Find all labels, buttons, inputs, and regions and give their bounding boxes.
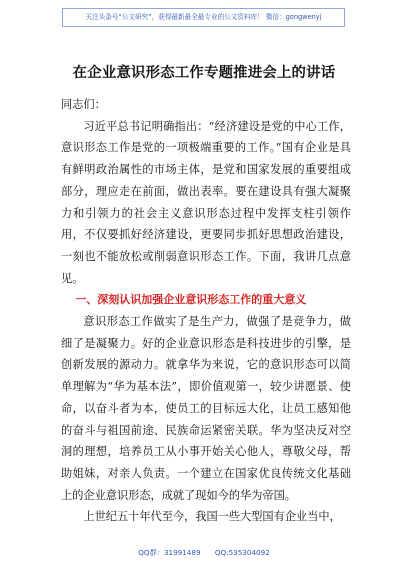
footer-contact: [0, 548, 408, 558]
footer-qq: QQ:535304092: [214, 548, 270, 557]
paragraph-intro: 习近平总书记明确指出：“经济建设是党的中心工作，意识形态工作是党的一项极端重要的工作。”国有企业是具有鲜明政治属性的市场主体，是党和国家发展的重要组成部分，理应走在前面，做出表率。要在建设具有强大凝聚力和引领力的社会主义意识形态过程中发挥支柱引领作用，不仅要抓好经济建设，更要同步抓好思想政治建设，一刻也不能放松或削弱意识形态工作。下面，我讲几点意见。: [61, 119, 351, 285]
greeting: 同志们：: [61, 98, 106, 111]
paragraph-section1: 意识形态工作做实了是生产力，做强了是竞争力，做细了是凝聚力。好的企业意识形态是科技进步的引擎，是创新发展的源动力。就拿华为来说，它的意识形态可以简单理解为“华为基本法”，即价值观第一，较少讲愿景、使命，以奋斗者为本，使员工的目标远大化，让员工感知他的奋斗与祖国前途、民族命运紧密关联。华为坚决反对空洞的理想，培养员工从小事开始关心他人，尊敬父母，帮助姐妹，对亲人负责。一个建立在国家优良传统文化基础上的企业意识形态，成就了现如今的华为帝国。: [61, 315, 351, 502]
section-heading-1: 一、深刻认识加强企业意识形态工作的重大意义: [75, 293, 307, 307]
top-banner: 关注头条号“公文研究”，获得最新最全最专业的公文资料库！ 微信：gongwenyj: [62, 8, 345, 27]
footer-qq-group: QQ群：31991489: [138, 548, 201, 557]
page-title: 在企业意识形态工作专题推进会上的讲话: [72, 65, 336, 81]
paragraph-history: 上世纪五十年代至今，我国一些大型国有企业当中，: [83, 510, 341, 524]
document-body: [61, 94, 351, 528]
